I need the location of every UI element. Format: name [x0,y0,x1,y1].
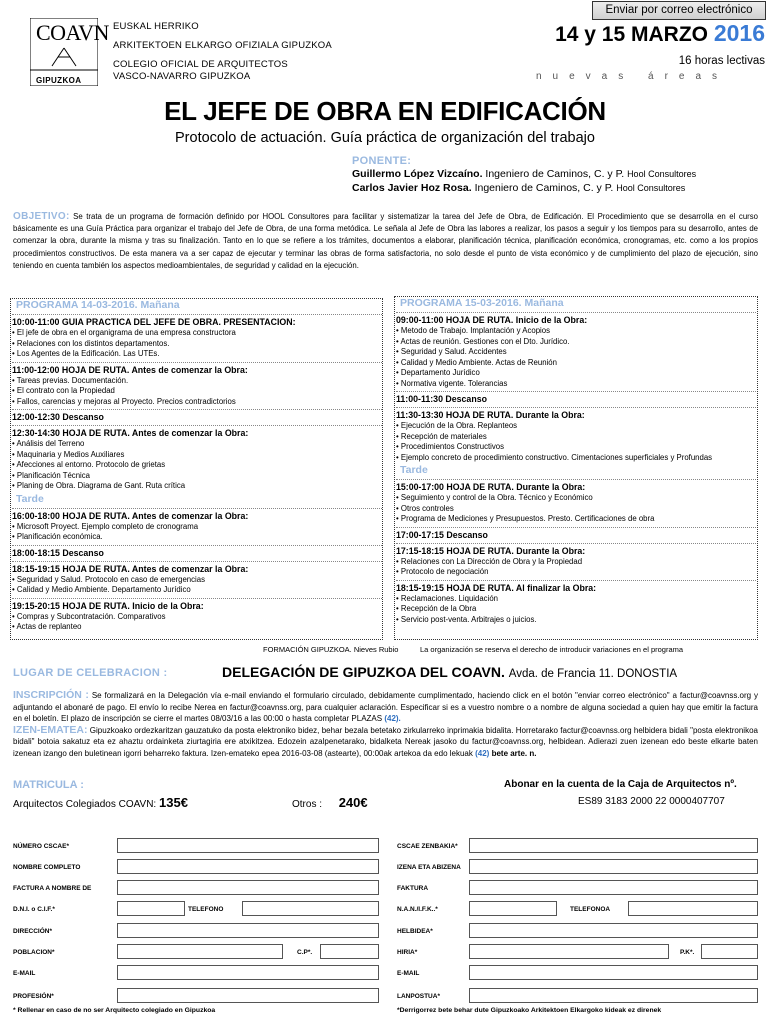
session-title: 11:00-11:30 Descanso [396,391,756,405]
session-item: • Procedimientos Constructivos [396,442,756,453]
telefono-label: TELEFONO [188,906,224,913]
form-note-es: * Rellenar en caso de no ser Arquitecto colegiado en Gipuzkoa [13,1007,216,1014]
form-label-eu: E-MAIL [397,970,420,977]
session-item: • Afecciones al entorno. Protocolo de grietas [12,460,382,471]
session-title: 12:30-14:30 HOJA DE RUTA. Antes de comenzar la Obra: [12,425,382,439]
form-label-eu: N.A.N./I.F.K..* [397,906,438,913]
form-label: DIRECCIÓN* [13,928,53,935]
colegiados-price: 135€ [159,795,188,810]
course-dates [520,20,765,47]
session-item: • Recepción de materiales [396,432,756,443]
inscripcion-text: Se formalizará en la Delegación vía e-mail enviando el formulario circulado, debidamente cumplimentado, haciendo click en el botón "enviar correo electrónico" a factur@coavnss.org y adjuntando el abonaré de pago. El envío lo recibe Nerea en factur@coavnss.org, para cualquier aclaración. Especificar si es a vuestro nombre o a nombre de alguna sociedad a quien hay que emitir la factura en el boletín. El plazo de inscripción se cierre el martes 08/03/16 a las 00:00 o hasta completar PLAZAS [13,691,758,724]
session-title: 17:00-17:15 Descanso [396,527,756,541]
session-item: • Actas de reunión. Gestiones con el Dto. Jurídico. [396,337,756,348]
form-input-eu[interactable] [469,859,758,874]
session-title: 10:00-11:00 GUIA PRACTICA DEL JEFE DE OBRA. PRESENTACION: [12,314,382,328]
form-label: E-MAIL [13,970,36,977]
session-title: 19:15-20:15 HOJA DE RUTA. Inicio de la Obra: [12,598,382,612]
session-title: 18:15-19:15 HOJA DE RUTA. Al finalizar la Obra: [396,580,756,594]
session-title: 18:15-19:15 HOJA DE RUTA. Antes de comenzar la Obra: [12,561,382,575]
program-heading: PROGRAMA 14-03-2016. Mañana [16,299,180,311]
session-title: 17:15-18:15 HOJA DE RUTA. Durante la Obra: [396,543,756,557]
lekuak-count: (42) [475,748,490,758]
form-label: D.N.I. o C.I.F.* [13,906,55,913]
session-title: 15:00-17:00 HOJA DE RUTA. Durante la Obra: [396,479,756,493]
form-label-eu: FAKTURA [397,885,429,892]
form-label-eu: LANPOSTUA* [397,993,440,1000]
lugar-value [222,664,677,680]
session-item: • Planificación Técnica [12,471,382,482]
session-item: • Fallos, carencias y mejoras al Proyecto. Precios contradictorios [12,397,382,408]
lugar-label: LUGAR DE CELEBRACION : [13,667,168,679]
course-hours: 16 horas lectivas [678,55,765,67]
session-item: • Calidad y Medio Ambiente. Actas de Reunión [396,358,756,369]
session-item: • Recepción de la Obra [396,604,756,615]
form-label: POBLACION* [13,949,55,956]
page-title: EL JEFE DE OBRA EN EDIFICACIÓN [164,96,606,126]
session-title: 11:00-12:00 HOJA DE RUTA. Antes de comenzar la Obra: [12,362,382,376]
session-item: • Planificación económica. [12,532,382,543]
ponente-company: Hool Consultores [627,169,697,179]
session-item: • Relaciones con La Dirección de Obra y la Propiedad [396,557,756,568]
session-item: • Tareas previas. Documentación. [12,376,382,387]
org-line-3: COLEGIO OFICIAL DE ARQUITECTOS [113,59,288,70]
ponente-1 [352,168,696,180]
ponente-heading: PONENTE: [352,155,412,167]
session-item: • Normativa vigente. Tolerancias [396,379,756,390]
otros-price: 240€ [338,795,368,810]
form-input[interactable] [117,923,379,938]
afternoon-heading: Tarde [400,464,428,476]
session-title: 12:00-12:30 Descanso [12,409,382,423]
cp-label: C.P*. [297,949,313,956]
inscripcion-heading: INSCRIPCIÓN : [13,689,89,701]
session-item: • Protocolo de negociación [396,567,756,578]
objetivo-section [13,211,758,272]
logo-text: COAVN [36,20,109,45]
session-item: • Seguridad y Salud. Accidentes [396,347,756,358]
logo-subtitle: GIPUZKOA [36,76,82,85]
dni-input[interactable] [117,901,185,916]
session-item: • Seguimiento y control de la Obra. Técnico y Económico [396,493,756,504]
matricula-colegiados [13,795,188,810]
org-line-2: ARKITEKTOEN ELKARGO OFIZIALA GIPUZKOA [113,40,332,51]
form-note-eu: *Derrigorrez bete behar dute Gipuzkoako Arkitektoen Elkargoko kideak ez direnek [397,1007,662,1014]
form-input[interactable] [117,880,379,895]
session-item: • Actas de replanteo [12,622,382,633]
inscripcion-section [13,690,758,760]
form-input-eu[interactable] [469,880,758,895]
poblacion-input[interactable] [117,944,283,959]
session-item: • Programa de Mediciones y Presupuestos. Presto. Certificaciones de obra [396,514,756,525]
telefonoa-label: TELEFONOA [570,906,611,913]
form-input-eu[interactable] [469,838,758,853]
form-input[interactable] [117,859,379,874]
telefonoa-input[interactable] [628,901,758,916]
afternoon-heading: Tarde [16,492,44,505]
abonar-text: Abonar en la cuenta de la Caja de Arquitectos nº. [504,779,737,790]
form-label: PROFESIÓN* [13,993,54,1000]
izenematea-end: bete arte. n. [491,748,537,758]
matricula-otros [292,795,368,810]
form-label-eu: HELBIDEA* [397,928,433,935]
program-heading: PROGRAMA 15-03-2016. Mañana [400,297,564,309]
session-item: • Relaciones con los distintos departamentos. [12,339,382,350]
ponente-2 [352,182,685,194]
nan-input[interactable] [469,901,557,916]
colegiados-label: Arquitectos Colegiados COAVN: [13,799,157,810]
pk-input[interactable] [701,944,758,959]
form-input[interactable] [117,988,379,1003]
otros-label: Otros : [292,799,323,810]
lugar-name: DELEGACIÓN DE GIPUZKOA DEL COAVN. [222,664,505,680]
program-right-credit: La organización se reserva el derecho de introducir variaciones en el programa [420,645,684,654]
hiria-input[interactable] [469,944,669,959]
matricula-heading: MATRICULA : [13,779,84,791]
form-label: NÚMERO CSCAE* [13,843,69,850]
objetivo-heading: OBJETIVO: [13,211,70,222]
send-email-button[interactable]: Enviar por correo electrónico [592,1,766,20]
session-item: • Análisis del Terreno [12,439,382,450]
session-item: • Reclamaciones. Liquidación [396,594,756,605]
org-line-4: VASCO-NAVARRO GIPUZKOA [113,71,251,82]
form-input-eu[interactable] [469,965,758,980]
session-item: • Calidad y Medio Ambiente. Departamento Jurídico [12,585,382,596]
session-title: 11:30-13:30 HOJA DE RUTA. Durante la Obra: [396,407,756,421]
form-label-eu: HIRIA* [397,949,418,956]
iban: ES89 3183 2000 22 0000407707 [578,796,725,807]
page-subtitle: Protocolo de actuación. Guía práctica de organización del trabajo [175,130,595,146]
form-label: FACTURA A NOMBRE DE [13,885,92,892]
form-input[interactable] [117,838,379,853]
session-title: 09:00-11:00 HOJA DE RUTA. Inicio de la Obra: [396,312,756,326]
program-left [12,298,382,633]
session-item: • Metodo de Trabajo. Implantación y Acopios [396,326,756,337]
plazas-count: (42). [384,714,401,724]
session-item: • Seguridad y Salud. Protocolo en caso de emergencias [12,575,382,586]
session-item: • Servicio post-venta. Arbitrajes o juicios. [396,615,756,626]
form-input-eu[interactable] [469,988,758,1003]
program-right [396,296,756,625]
session-item: • Planing de Obra. Diagrama de Gant. Ruta crítica [12,481,382,492]
form-label-eu: IZENA ETA ABIZENA [397,864,461,871]
session-title: 18:00-18:15 Descanso [12,545,382,559]
session-item: • Ejecución de la Obra. Replanteos [396,421,756,432]
session-item: • Otros controles [396,504,756,515]
session-item: • Maquinaria y Medios Auxiliares [12,450,382,461]
session-item: • Ejemplo concreto de procedimiento constructivo. Cimentaciones superficiales y Profundas [396,453,756,464]
ponente-name: Guillermo López Vizcaíno. [352,168,483,180]
session-item: • Compras y Subcontratación. Comparativos [12,612,382,623]
org-line-1: EUSKAL HERRIKO [113,21,199,32]
session-item: • El jefe de obra en el organigrama de una empresa constructora [12,328,382,339]
session-item: • El contrato con la Propiedad [12,386,382,397]
session-item: • Microsoft Proyect. Ejemplo completo de cronograma [12,522,382,533]
objetivo-text: Se trata de un programa de formación definido por HOOL Consultores para facilitar y sistematizar la tarea del Jefe de Obra, de Edificación. El Procedimiento que se desarrolla en el curso básicamente es una Guía Práctica para organizar el trabajo del Jefe de Obra, de una forma metódica. Le señala al Jefe de Obra las labores a realizar, los pasos a seguir y los tiempos para su desarrollo, antes de comenzar la obra, durante la misma y tras su finalización. Tanto en lo que se refiere a los trámites, documentos a elaborar, planificación técnica, planificación económica, cronogramas, etc. como a los propios procedimientos constructivos. De esta manera va a ser capaz de ejecutar y terminar las obras de forma satisfactoria, no solo desde el punto de vista económico y de cumplimiento del plazo de ejecución, sino teniendo en cuenta también los aspectos medioambientales, de seguridad y calidad en la ejecución. [13,212,758,270]
form-label-eu: CSCAE ZENBAKIA* [397,843,458,850]
telefono-input[interactable] [242,901,379,916]
izenematea-text: Gipuzkoako ordezkaritzan gauzatuko da posta elektroniko bidez, behar bezala betetako zirkularreko inprimakia bidalita. Horretarako factur@coavnss.org helbidera bidali "posta elektronikoa bidali" botoia sakatuz eta ez ahaztu ordainketa ziurtagiria ere atxikitzea. Edozein azalpenetarako, bidalketa Nereak jasoko du factur@coavnss.org, helbidean. Adierazi zuen izenean edo beste elkarte baten izenean izango den buletinean igorri beharreko faktura. Izen-emateko epea 2016-03-08 (astearte), 00:00ak artekoa da edo lekuak [13,725,758,758]
form-label: NOMBRE COMPLETO [13,864,81,871]
ponente-role: Ingeniero de Caminos, C. y P. [474,182,614,194]
session-title: 16:00-18:00 HOJA DE RUTA. Antes de comenzar la Obra: [12,508,382,522]
ponente-role: Ingeniero de Caminos, C. y P. [485,168,625,180]
year-text: 2016 [713,20,765,46]
session-item: • Los Agentes de la Edificación. Las UTEs. [12,349,382,360]
form-input[interactable] [117,965,379,980]
pk-label: P.K*. [680,949,695,956]
tagline: nuevas áreas [536,71,729,82]
session-item: • Departamento Jurídico [396,368,756,379]
dates-text: 14 y 15 MARZO [555,23,708,46]
lugar-address: Avda. de Francia 11. DONOSTIA [508,668,678,680]
izenematea-heading: IZEN-EMATEA: [13,723,88,736]
cp-input[interactable] [320,944,379,959]
program-left-credit: FORMACIÓN GIPUZKOA. Nieves Rubio [263,645,399,654]
form-input-eu[interactable] [469,923,758,938]
ponente-company: Hool Consultores [616,183,686,193]
ponente-name: Carlos Javier Hoz Rosa. [352,182,472,194]
